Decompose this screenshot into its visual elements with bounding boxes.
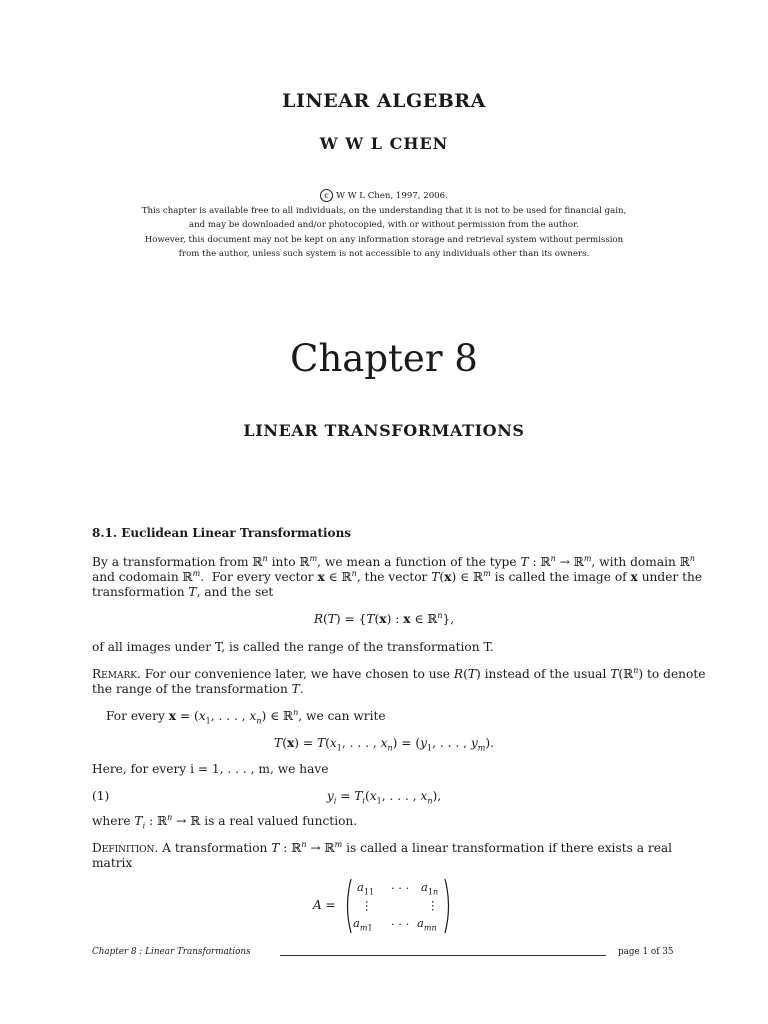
paragraph-where: where $T_i$ : ℝ$^n$ → ℝ is a real valued function. bbox=[92, 812, 358, 831]
footer-divider bbox=[280, 955, 606, 956]
paragraph-transformation-definition: By a transformation from ℝ$^n$ into ℝ$^m$, we mean a function of the type T : ℝ$^n$ → ℝ$^m$, with domain ℝ$^n$ and codomain ℝ$^m$. For every vector x ∈ ℝ$^n$, the vector T(x) ∈ ℝ$^m$ is called the image of x under the transformation T, and the set bbox=[92, 553, 703, 600]
chapter-title: LINEAR TRANSFORMATIONS bbox=[243, 421, 525, 440]
equation-number: (1) bbox=[92, 789, 110, 803]
author-name: W W L CHEN bbox=[319, 134, 449, 153]
matrix-cell-am1: $a_{m1}$ bbox=[353, 916, 373, 933]
equation-components: $T(x) = T(x_1$, . . . , $x_n) = (y_1$, . . . , $y_m$). bbox=[274, 736, 494, 753]
footer-chapter-label: Chapter 8 : Linear Transformations bbox=[92, 947, 251, 957]
copyright-line-4: However, this document may not be kept on any information storage and retrieval system without permission bbox=[144, 234, 624, 245]
matrix-dots: . . . bbox=[391, 878, 410, 892]
matrix-A bbox=[313, 878, 473, 936]
matrix-cell-a1n: $a_{1n}$ bbox=[421, 880, 439, 897]
remark-paragraph: Remark. For our convenience later, we have chosen to use R(T) instead of the usual T(ℝ$^n$) to denote the range of the transformation T. bbox=[92, 665, 706, 697]
copyright-line-2: This chapter is available free to all individuals, on the understanding that it is not to be used for financial gain, bbox=[141, 205, 627, 216]
copyright-line-3: and may be downloaded and/or photocopied, with or without permission from the author. bbox=[189, 220, 579, 230]
copyright-line-5: from the author, unless such system is not accessible to any individuals other than its owners. bbox=[178, 249, 590, 259]
matrix-vdots: ⋮ bbox=[427, 898, 439, 912]
matrix-label: A = bbox=[313, 898, 336, 912]
paragraph-for-every-vector: For every $x = (x_1$, . . . , $x_n$) ∈ ℝ$^n$, we can write bbox=[106, 707, 386, 726]
copyright-line-1: c W W L Chen, 1997, 2006. bbox=[0, 189, 768, 204]
definition-paragraph: Definition. A transformation T : ℝ$^n$ → ℝ$^m$ is called a linear transformation if there exists a real matrix bbox=[92, 839, 673, 871]
section-heading: 8.1. Euclidean Linear Transformations bbox=[92, 526, 352, 540]
copyright-icon: c bbox=[320, 189, 333, 202]
paragraph-here: Here, for every i = 1, . . . , m, we have bbox=[92, 762, 329, 776]
chapter-heading: Chapter 8 bbox=[290, 337, 478, 380]
matrix-dots: . . . bbox=[391, 914, 410, 928]
right-paren-icon bbox=[443, 878, 453, 934]
paragraph-range: of all images under T, is called the range of the transformation T. bbox=[92, 640, 494, 654]
left-paren-icon bbox=[343, 878, 353, 934]
matrix-cell-amn: $a_{mn}$ bbox=[417, 916, 437, 933]
equation-range: R(T) = {T(x) : x ∈ ℝ$^n$}, bbox=[313, 610, 455, 626]
copyright-notice bbox=[0, 189, 768, 262]
equation-yi: $y_i = T_i(x_1$, . . . , $x_n$), bbox=[326, 789, 442, 806]
footer-page-number: page 1 of 35 bbox=[618, 947, 674, 957]
matrix-vdots: ⋮ bbox=[361, 898, 373, 912]
book-title: LINEAR ALGEBRA bbox=[282, 90, 486, 112]
matrix-cell-a11: $a_{11}$ bbox=[357, 880, 375, 897]
remark-label: Remark. bbox=[92, 667, 141, 681]
definition-label: Definition. bbox=[92, 841, 159, 855]
